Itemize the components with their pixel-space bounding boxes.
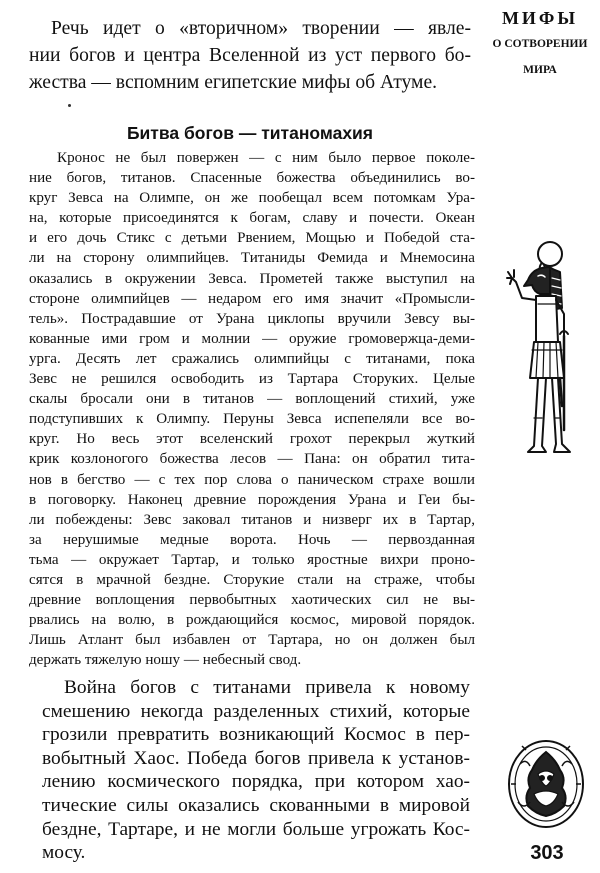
body-line: оказались в окружении Зевса. Прометей также выступил на: [29, 270, 475, 287]
print-speck: [68, 104, 71, 107]
intro-line: Речь идет о «вторичном» творении — явле-: [51, 18, 471, 39]
body-line: ли на сторону олимпийцев. Титаниды Фемида и Мнемосина: [29, 250, 475, 267]
body-line: круг. Но весь этот вселенский грохот перекрыл жуткий: [29, 431, 475, 448]
body-line: ли побеждены: Зевс заковал титанов и низверг их в Тартар,: [29, 511, 475, 528]
intro-line: нии богов и центра Вселенной из уст первого бо-: [29, 45, 471, 66]
body-line: древние воплощения первобытных хаотических сил не вы-: [29, 592, 475, 609]
egyptian-god-illustration: [498, 238, 584, 464]
body-line: на, которые присоединятся к богам, славу и почести. Океан: [29, 210, 475, 227]
body-line: за нерушимые медные ворота. Ночь — первозданная: [29, 531, 475, 548]
body-line: тель». Пострадавшие от Урана циклопы вручили Зевсу вы-: [29, 310, 475, 327]
outro-line: смешению некогда разделенных стихий, которые: [42, 700, 470, 722]
outro-line: мосу.: [42, 842, 86, 864]
intro-paragraph: [29, 15, 471, 96]
outro-line: вобытный Хаос. Победа богов привела к установ-: [42, 747, 470, 769]
outro-line: Война богов с титанами привела к новому: [64, 677, 470, 698]
page-number: 303: [530, 842, 564, 864]
body-line: стороне олимпийцев — недаром его имя значит «Промысли-: [29, 290, 475, 307]
running-title-line-1: МИФЫ: [501, 8, 579, 28]
outro-line: лению космического порядка, при котором хао-: [42, 771, 470, 793]
running-title-line-3: МИРА: [523, 64, 557, 76]
decorative-medallion: [506, 738, 586, 830]
body-line: ние богов, титанов. Спасенные божества объединились во-: [29, 170, 475, 187]
body-line: тьма — окружает Тартар, и только яростные вихри проно-: [29, 551, 475, 568]
body-line: урга. Десять лет сражались олимпийцы с титанами, пока: [29, 350, 475, 367]
body-line: Зевс не решился освободить из Тартара Сторуких. Целые: [29, 371, 475, 388]
closing-paragraph: [42, 676, 470, 865]
body-line: Лишь Атлант был избавлен от Тартара, но он должен был: [29, 632, 475, 649]
outro-line: тические силы оказались скованными в мировой: [42, 794, 470, 816]
intro-line: жества — вспомним египетские мифы об Атуме.: [29, 72, 438, 93]
body-line: подступивших к Олимпу. Перуны Зевса испепеляли все во-: [29, 411, 475, 428]
body-line: кованные ими гром и молнии — оружие громовержца-деми-: [29, 330, 475, 347]
outro-line: бездне, Тартаре, и не могли больше угрожать Кос-: [42, 818, 470, 840]
body-line: Кронос не был повержен — с ним было первое поколе-: [57, 150, 475, 166]
running-title-line-2: О СОТВОРЕНИИ: [492, 38, 588, 50]
body-line: и его дочь Стикс с детьми Рвением, Мощью и Победой ста-: [29, 230, 475, 247]
outro-line: грозили превратить возникающий Космос в пер-: [42, 724, 470, 746]
section-heading: Битва богов — титаномахия: [126, 123, 374, 143]
body-line: круг Зевса на Олимпе, он же пообещал всем потомкам Ура-: [29, 190, 475, 207]
body-line: рвались на волю, в рождающийся космос, мировой порядок.: [29, 612, 475, 629]
section-body: [29, 148, 475, 670]
body-line: сятся в мрачной бездне. Сторукие стали на страже, чтобы: [29, 571, 475, 588]
body-line: нов в бегство — с тех пор слова о паническом страхе вошли: [29, 471, 475, 488]
body-line: крик козлоногого божества лесов — Пана: он обратил тита-: [29, 451, 475, 468]
body-line: держать тяжелую ношу — небесный свод.: [29, 652, 302, 669]
body-line: в поговорку. Наконец древние порождения Урана и Геи бы-: [29, 491, 475, 508]
body-line: скалы бросали они в титанов — воплощений стихий, уже: [29, 391, 475, 408]
